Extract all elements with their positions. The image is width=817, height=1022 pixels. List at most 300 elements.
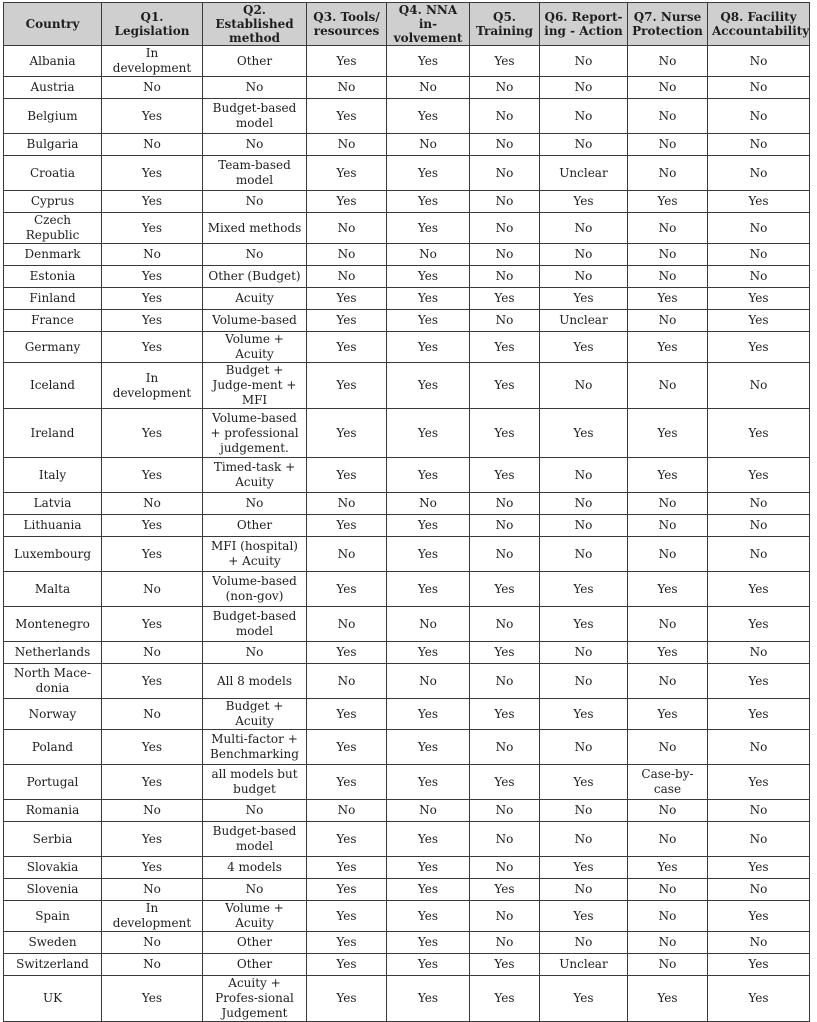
tools-cell: Yes: [307, 288, 387, 310]
protection-cell: Yes: [628, 332, 708, 363]
protection-cell: No: [628, 77, 708, 99]
method-cell: Volume-based (non-gov): [203, 572, 307, 607]
country-cell: Albania: [4, 46, 102, 77]
method-cell: 4 models: [203, 857, 307, 879]
table-row: [4, 156, 810, 191]
accountability-cell: No: [708, 213, 810, 244]
tools-cell: Yes: [307, 191, 387, 213]
legislation-cell: Yes: [102, 213, 203, 244]
reporting-cell: No: [540, 642, 628, 664]
nna-cell: Yes: [387, 332, 470, 363]
tools-cell: No: [307, 493, 387, 515]
reporting-cell: Yes: [540, 976, 628, 1022]
protection-cell: No: [628, 266, 708, 288]
col-header-nna-involvement: Q4. NNA in-volvement: [387, 3, 470, 46]
protection-cell: Yes: [628, 458, 708, 493]
protection-cell: No: [628, 213, 708, 244]
training-cell: No: [470, 515, 540, 537]
table-container: [3, 2, 809, 1022]
table-row: [4, 537, 810, 572]
country-cell: Cyprus: [4, 191, 102, 213]
reporting-cell: No: [540, 46, 628, 77]
protection-cell: No: [628, 822, 708, 857]
table-row: [4, 607, 810, 642]
col-header-legislation: Q1. Legislation: [102, 3, 203, 46]
country-cell: Slovenia: [4, 879, 102, 901]
protection-cell: No: [628, 493, 708, 515]
reporting-cell: No: [540, 879, 628, 901]
protection-cell: Yes: [628, 409, 708, 458]
country-cell: Switzerland: [4, 954, 102, 976]
country-cell: Bulgaria: [4, 134, 102, 156]
tools-cell: No: [307, 77, 387, 99]
training-cell: No: [470, 134, 540, 156]
col-header-established-method: Q2. Established method: [203, 3, 307, 46]
nna-cell: Yes: [387, 699, 470, 730]
protection-cell: No: [628, 134, 708, 156]
country-cell: Norway: [4, 699, 102, 730]
training-cell: No: [470, 857, 540, 879]
protection-cell: No: [628, 879, 708, 901]
table-row: [4, 332, 810, 363]
reporting-cell: No: [540, 458, 628, 493]
method-cell: Volume + Acuity: [203, 332, 307, 363]
reporting-cell: Yes: [540, 288, 628, 310]
protection-cell: Yes: [628, 699, 708, 730]
table-row: [4, 642, 810, 664]
reporting-cell: Yes: [540, 191, 628, 213]
protection-cell: No: [628, 156, 708, 191]
country-cell: Luxembourg: [4, 537, 102, 572]
reporting-cell: Yes: [540, 332, 628, 363]
training-cell: No: [470, 664, 540, 699]
tools-cell: No: [307, 213, 387, 244]
tools-cell: No: [307, 664, 387, 699]
protection-cell: No: [628, 537, 708, 572]
protection-cell: No: [628, 99, 708, 134]
tools-cell: Yes: [307, 363, 387, 409]
accountability-cell: No: [708, 266, 810, 288]
nna-cell: Yes: [387, 879, 470, 901]
method-cell: No: [203, 191, 307, 213]
tools-cell: Yes: [307, 156, 387, 191]
tools-cell: Yes: [307, 458, 387, 493]
accountability-cell: No: [708, 77, 810, 99]
table-row: [4, 288, 810, 310]
method-cell: Volume-based: [203, 310, 307, 332]
accountability-cell: No: [708, 730, 810, 765]
accountability-cell: Yes: [708, 765, 810, 800]
reporting-cell: Unclear: [540, 954, 628, 976]
legislation-cell: No: [102, 77, 203, 99]
col-header-country: Country: [4, 3, 102, 46]
method-cell: Multi-factor + Benchmarking: [203, 730, 307, 765]
protection-cell: Yes: [628, 642, 708, 664]
accountability-cell: Yes: [708, 458, 810, 493]
tools-cell: Yes: [307, 932, 387, 954]
protection-cell: Yes: [628, 191, 708, 213]
method-cell: Budget-based model: [203, 822, 307, 857]
nna-cell: Yes: [387, 156, 470, 191]
table-row: [4, 857, 810, 879]
legislation-cell: Yes: [102, 664, 203, 699]
nna-cell: No: [387, 244, 470, 266]
nna-cell: Yes: [387, 409, 470, 458]
reporting-cell: Yes: [540, 765, 628, 800]
reporting-cell: No: [540, 730, 628, 765]
method-cell: Other: [203, 932, 307, 954]
protection-cell: Yes: [628, 857, 708, 879]
nna-cell: Yes: [387, 765, 470, 800]
country-cell: Slovakia: [4, 857, 102, 879]
nna-cell: Yes: [387, 642, 470, 664]
method-cell: Budget + Judge-ment + MFI: [203, 363, 307, 409]
tools-cell: Yes: [307, 730, 387, 765]
accountability-cell: Yes: [708, 310, 810, 332]
accountability-cell: No: [708, 99, 810, 134]
training-cell: No: [470, 156, 540, 191]
reporting-cell: No: [540, 244, 628, 266]
method-cell: No: [203, 244, 307, 266]
tools-cell: Yes: [307, 976, 387, 1022]
reporting-cell: No: [540, 932, 628, 954]
country-cell: Montenegro: [4, 607, 102, 642]
nna-cell: Yes: [387, 954, 470, 976]
legislation-cell: Yes: [102, 191, 203, 213]
training-cell: No: [470, 266, 540, 288]
legislation-cell: No: [102, 879, 203, 901]
reporting-cell: No: [540, 213, 628, 244]
legislation-cell: Yes: [102, 537, 203, 572]
country-cell: Iceland: [4, 363, 102, 409]
table-row: [4, 493, 810, 515]
tools-cell: Yes: [307, 46, 387, 77]
method-cell: Budget-based model: [203, 99, 307, 134]
accountability-cell: No: [708, 134, 810, 156]
nna-cell: No: [387, 77, 470, 99]
method-cell: No: [203, 134, 307, 156]
reporting-cell: Unclear: [540, 156, 628, 191]
tools-cell: No: [307, 134, 387, 156]
legislation-cell: Yes: [102, 515, 203, 537]
training-cell: No: [470, 800, 540, 822]
accountability-cell: No: [708, 244, 810, 266]
nna-cell: Yes: [387, 46, 470, 77]
table-row: [4, 77, 810, 99]
table-row: [4, 458, 810, 493]
table-row: [4, 310, 810, 332]
reporting-cell: No: [540, 99, 628, 134]
reporting-cell: Yes: [540, 409, 628, 458]
accountability-cell: Yes: [708, 288, 810, 310]
accountability-cell: Yes: [708, 901, 810, 932]
header-row: [4, 3, 810, 46]
reporting-cell: Yes: [540, 901, 628, 932]
method-cell: Team-based model: [203, 156, 307, 191]
table-row: [4, 515, 810, 537]
country-cell: Croatia: [4, 156, 102, 191]
protection-cell: No: [628, 46, 708, 77]
legislation-cell: Yes: [102, 730, 203, 765]
reporting-cell: No: [540, 493, 628, 515]
table-row: [4, 213, 810, 244]
training-cell: Yes: [470, 954, 540, 976]
method-cell: Volume + Acuity: [203, 901, 307, 932]
tools-cell: Yes: [307, 857, 387, 879]
tools-cell: No: [307, 266, 387, 288]
accountability-cell: Yes: [708, 976, 810, 1022]
country-cell: Czech Republic: [4, 213, 102, 244]
country-cell: Netherlands: [4, 642, 102, 664]
accountability-cell: Yes: [708, 332, 810, 363]
reporting-cell: No: [540, 822, 628, 857]
accountability-cell: Yes: [708, 409, 810, 458]
table-row: [4, 99, 810, 134]
accountability-cell: No: [708, 363, 810, 409]
tools-cell: Yes: [307, 822, 387, 857]
nna-cell: Yes: [387, 310, 470, 332]
reporting-cell: Yes: [540, 572, 628, 607]
legislation-cell: No: [102, 932, 203, 954]
nna-cell: Yes: [387, 266, 470, 288]
training-cell: No: [470, 493, 540, 515]
legislation-cell: In development: [102, 363, 203, 409]
tools-cell: Yes: [307, 332, 387, 363]
nna-cell: Yes: [387, 213, 470, 244]
protection-cell: Case-by-case: [628, 765, 708, 800]
tools-cell: Yes: [307, 699, 387, 730]
country-cell: Poland: [4, 730, 102, 765]
country-cell: Serbia: [4, 822, 102, 857]
nna-cell: Yes: [387, 515, 470, 537]
country-cell: Italy: [4, 458, 102, 493]
legislation-cell: In development: [102, 46, 203, 77]
accountability-cell: No: [708, 800, 810, 822]
legislation-cell: No: [102, 572, 203, 607]
legislation-cell: No: [102, 493, 203, 515]
protection-cell: Yes: [628, 288, 708, 310]
reporting-cell: Yes: [540, 699, 628, 730]
nna-cell: Yes: [387, 730, 470, 765]
protection-cell: No: [628, 730, 708, 765]
training-cell: No: [470, 537, 540, 572]
method-cell: Mixed methods: [203, 213, 307, 244]
training-cell: No: [470, 213, 540, 244]
training-cell: Yes: [470, 572, 540, 607]
training-cell: Yes: [470, 879, 540, 901]
table-row: [4, 879, 810, 901]
legislation-cell: In development: [102, 901, 203, 932]
tools-cell: Yes: [307, 642, 387, 664]
method-cell: No: [203, 642, 307, 664]
protection-cell: No: [628, 607, 708, 642]
protection-cell: No: [628, 515, 708, 537]
reporting-cell: Unclear: [540, 310, 628, 332]
country-cell: Spain: [4, 901, 102, 932]
table-row: [4, 409, 810, 458]
training-cell: Yes: [470, 409, 540, 458]
table-row: [4, 134, 810, 156]
protection-cell: No: [628, 363, 708, 409]
col-header-tools-resources: Q3. Tools/ resources: [307, 3, 387, 46]
nna-cell: No: [387, 493, 470, 515]
table-row: [4, 266, 810, 288]
method-cell: Other: [203, 46, 307, 77]
reporting-cell: No: [540, 515, 628, 537]
training-cell: No: [470, 310, 540, 332]
protection-cell: No: [628, 954, 708, 976]
training-cell: Yes: [470, 699, 540, 730]
table-row: [4, 954, 810, 976]
method-cell: Budget + Acuity: [203, 699, 307, 730]
method-cell: No: [203, 77, 307, 99]
method-cell: Other (Budget): [203, 266, 307, 288]
table-row: [4, 191, 810, 213]
legislation-cell: Yes: [102, 607, 203, 642]
nna-cell: No: [387, 800, 470, 822]
nna-cell: Yes: [387, 976, 470, 1022]
training-cell: Yes: [470, 642, 540, 664]
country-cell: North Mace-donia: [4, 664, 102, 699]
training-cell: Yes: [470, 458, 540, 493]
table-row: [4, 699, 810, 730]
table-row: [4, 822, 810, 857]
legislation-cell: No: [102, 954, 203, 976]
protection-cell: No: [628, 932, 708, 954]
nna-cell: Yes: [387, 572, 470, 607]
col-header-training: Q5. Training: [470, 3, 540, 46]
tools-cell: Yes: [307, 572, 387, 607]
tools-cell: Yes: [307, 879, 387, 901]
tools-cell: Yes: [307, 99, 387, 134]
method-cell: No: [203, 493, 307, 515]
method-cell: Other: [203, 954, 307, 976]
legislation-cell: No: [102, 244, 203, 266]
legislation-cell: Yes: [102, 310, 203, 332]
table-row: [4, 800, 810, 822]
legislation-cell: No: [102, 642, 203, 664]
nna-cell: Yes: [387, 99, 470, 134]
country-cell: Portugal: [4, 765, 102, 800]
country-cell: Belgium: [4, 99, 102, 134]
reporting-cell: No: [540, 266, 628, 288]
nna-cell: Yes: [387, 857, 470, 879]
country-cell: Austria: [4, 77, 102, 99]
accountability-cell: Yes: [708, 954, 810, 976]
country-cell: Latvia: [4, 493, 102, 515]
protection-cell: No: [628, 664, 708, 699]
tools-cell: Yes: [307, 765, 387, 800]
training-cell: Yes: [470, 363, 540, 409]
training-cell: Yes: [470, 976, 540, 1022]
country-cell: UK: [4, 976, 102, 1022]
legislation-cell: No: [102, 800, 203, 822]
protection-cell: No: [628, 901, 708, 932]
country-cell: Malta: [4, 572, 102, 607]
training-cell: No: [470, 730, 540, 765]
tools-cell: No: [307, 607, 387, 642]
tools-cell: Yes: [307, 954, 387, 976]
training-cell: Yes: [470, 765, 540, 800]
protection-cell: No: [628, 310, 708, 332]
tools-cell: Yes: [307, 901, 387, 932]
legislation-cell: Yes: [102, 976, 203, 1022]
nna-cell: No: [387, 607, 470, 642]
legislation-cell: Yes: [102, 99, 203, 134]
tools-cell: No: [307, 800, 387, 822]
method-cell: No: [203, 879, 307, 901]
table-row: [4, 244, 810, 266]
tools-cell: No: [307, 244, 387, 266]
accountability-cell: Yes: [708, 664, 810, 699]
training-cell: No: [470, 77, 540, 99]
training-cell: No: [470, 191, 540, 213]
accountability-cell: No: [708, 515, 810, 537]
accountability-cell: Yes: [708, 191, 810, 213]
legislation-cell: No: [102, 134, 203, 156]
table-row: [4, 976, 810, 1022]
nna-cell: Yes: [387, 932, 470, 954]
training-cell: No: [470, 244, 540, 266]
table-row: [4, 363, 810, 409]
training-cell: No: [470, 607, 540, 642]
table-row: [4, 730, 810, 765]
accountability-cell: No: [708, 822, 810, 857]
tools-cell: Yes: [307, 515, 387, 537]
staffing-methods-table: [3, 2, 810, 1022]
method-cell: Acuity + Profes-sional Judgement: [203, 976, 307, 1022]
accountability-cell: Yes: [708, 699, 810, 730]
method-cell: No: [203, 800, 307, 822]
training-cell: Yes: [470, 288, 540, 310]
tools-cell: No: [307, 537, 387, 572]
nna-cell: Yes: [387, 458, 470, 493]
col-header-reporting-action: Q6. Report-ing - Action: [540, 3, 628, 46]
nna-cell: No: [387, 134, 470, 156]
country-cell: Ireland: [4, 409, 102, 458]
protection-cell: Yes: [628, 976, 708, 1022]
legislation-cell: Yes: [102, 458, 203, 493]
accountability-cell: Yes: [708, 857, 810, 879]
table-row: [4, 572, 810, 607]
training-cell: No: [470, 822, 540, 857]
nna-cell: Yes: [387, 363, 470, 409]
reporting-cell: No: [540, 134, 628, 156]
training-cell: No: [470, 99, 540, 134]
accountability-cell: No: [708, 493, 810, 515]
nna-cell: No: [387, 664, 470, 699]
legislation-cell: Yes: [102, 332, 203, 363]
nna-cell: Yes: [387, 822, 470, 857]
accountability-cell: Yes: [708, 607, 810, 642]
col-header-facility-accountability: Q8. Facility Accountability: [708, 3, 810, 46]
reporting-cell: No: [540, 800, 628, 822]
reporting-cell: Yes: [540, 607, 628, 642]
country-cell: Germany: [4, 332, 102, 363]
legislation-cell: Yes: [102, 409, 203, 458]
accountability-cell: No: [708, 537, 810, 572]
tools-cell: Yes: [307, 409, 387, 458]
protection-cell: Yes: [628, 572, 708, 607]
legislation-cell: No: [102, 699, 203, 730]
country-cell: Estonia: [4, 266, 102, 288]
legislation-cell: Yes: [102, 266, 203, 288]
legislation-cell: Yes: [102, 857, 203, 879]
accountability-cell: No: [708, 156, 810, 191]
table-row: [4, 932, 810, 954]
accountability-cell: No: [708, 46, 810, 77]
nna-cell: Yes: [387, 537, 470, 572]
